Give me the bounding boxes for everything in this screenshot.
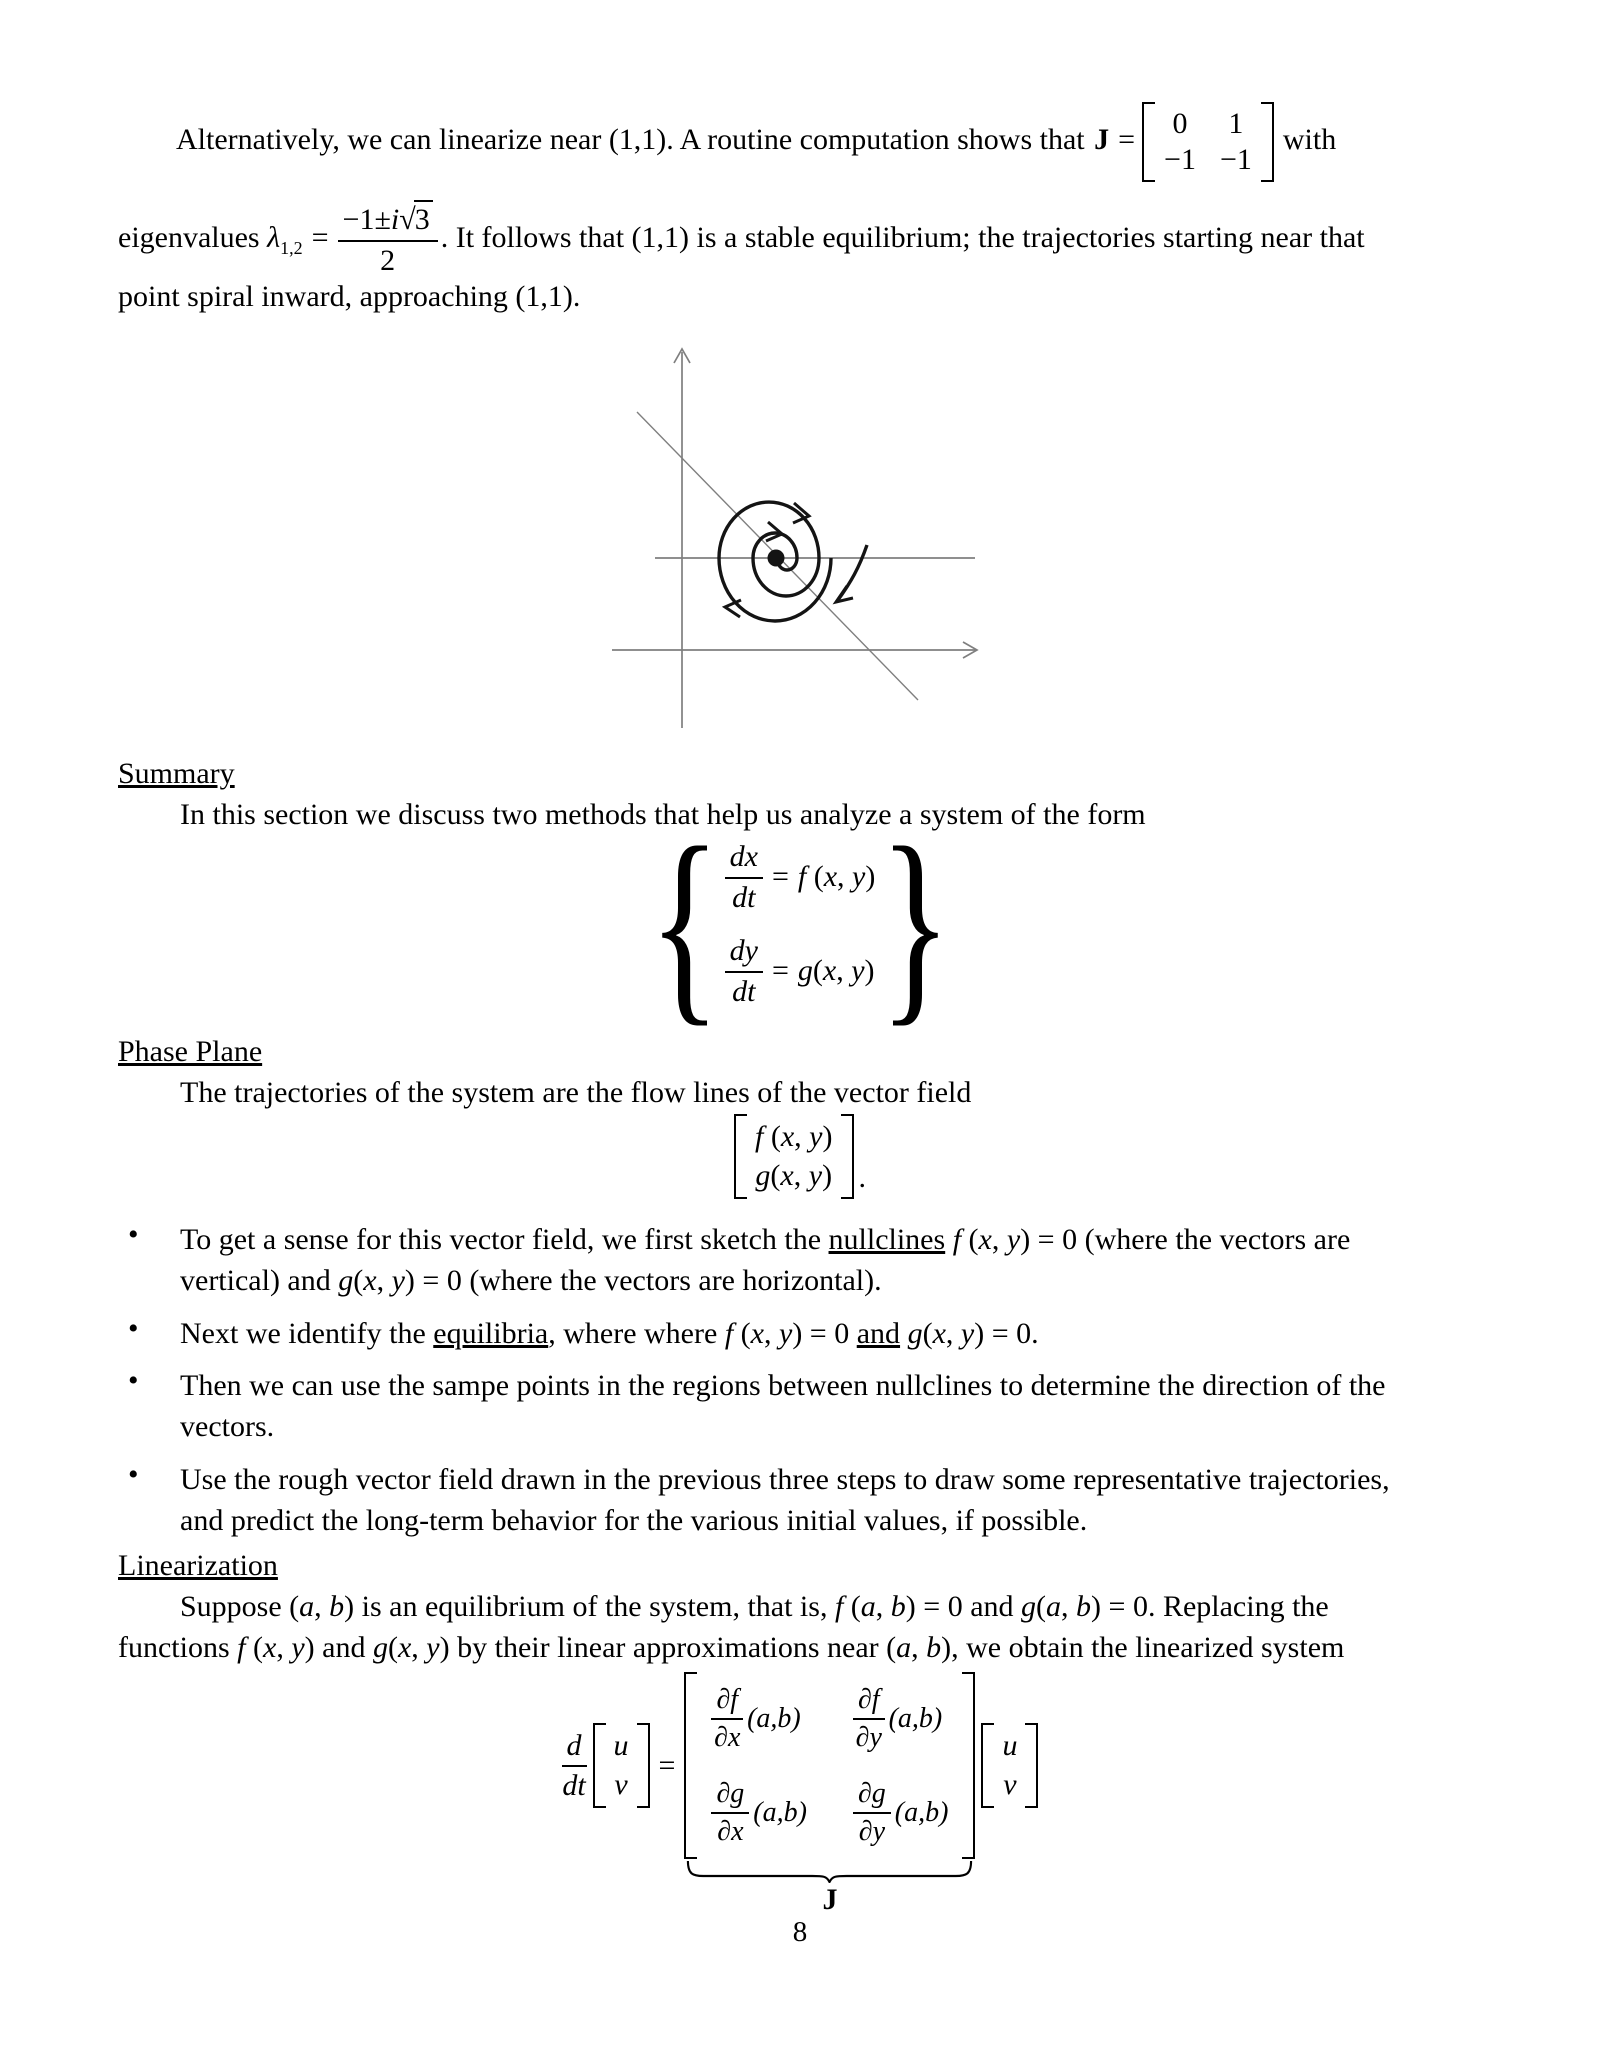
text-segment: g xyxy=(1021,1589,1037,1623)
text-segment: a xyxy=(299,1589,315,1623)
text-segment: b xyxy=(890,1589,906,1623)
text-segment: y xyxy=(426,1630,440,1664)
v-entry: v xyxy=(614,1768,628,1802)
system-row-dy xyxy=(725,934,876,1008)
partial-fraction xyxy=(853,1778,891,1848)
left-bracket xyxy=(684,1672,697,1859)
text-segment: equilibria xyxy=(433,1316,549,1350)
equals-sign: = xyxy=(311,220,329,254)
text-segment: Then we can use the sampe points in the regions between nullclines to determine the direction of the xyxy=(180,1369,1386,1403)
text-segment: ) xyxy=(864,954,875,988)
text-segment: ) = 0. xyxy=(974,1316,1039,1350)
text-segment: x xyxy=(263,1630,277,1664)
text-segment: ( xyxy=(387,1630,398,1664)
phase-portrait-diagram xyxy=(576,330,1018,748)
text-segment: , xyxy=(836,954,852,988)
dy-dt-fraction xyxy=(725,934,763,1008)
text-segment: f xyxy=(834,1589,844,1623)
text-segment: x xyxy=(780,1120,795,1153)
text-segment: functions xyxy=(118,1630,238,1664)
fraction-numerator: ∂f xyxy=(711,1684,743,1720)
uv-vector xyxy=(981,1723,1038,1808)
phase-plane-heading: Phase Plane xyxy=(118,1035,263,1068)
text-segment: and xyxy=(856,1316,901,1350)
bullet-line xyxy=(180,1220,1518,1261)
text-segment: y xyxy=(1006,1223,1021,1256)
text-segment: a xyxy=(1046,1589,1062,1623)
system-row-dx xyxy=(725,840,876,914)
matrix-entry: −1 xyxy=(1219,143,1252,176)
left-bracket xyxy=(593,1723,606,1808)
left-bracket xyxy=(1142,102,1155,182)
bullet-icon: • xyxy=(128,1457,139,1491)
fraction-denominator: 2 xyxy=(380,243,396,277)
text-segment: x xyxy=(750,1316,764,1350)
d-dt-fraction xyxy=(562,1729,587,1803)
linearization-heading: Linearization xyxy=(118,1549,278,1582)
left-bracket xyxy=(734,1114,747,1199)
partial-fraction xyxy=(711,1684,743,1754)
text-segment: , xyxy=(794,1120,810,1153)
phase-plane-intro: The trajectories of the system are the flow lines of the vector field xyxy=(180,1075,972,1109)
fraction-denominator: ∂x xyxy=(714,1722,741,1754)
text-segment: g xyxy=(907,1316,923,1350)
text-segment: ( xyxy=(812,954,823,988)
equilibrium-point xyxy=(768,550,785,567)
system-rows xyxy=(725,840,876,1008)
text-segment: ( xyxy=(1036,1589,1047,1623)
text-segment: and predict the long-term behavior for the various initial values, if possible. xyxy=(180,1503,1088,1537)
text-segment: x xyxy=(397,1630,412,1664)
text-segment: ) = 0 (where the vectors are horizontal). xyxy=(404,1263,882,1297)
text-segment: ( xyxy=(770,1159,781,1192)
text-segment: Suppose ( xyxy=(180,1589,300,1623)
vector-rows xyxy=(994,1723,1025,1808)
text-segment: y xyxy=(391,1263,405,1297)
text-segment: , xyxy=(793,1159,809,1192)
equals-sign: = xyxy=(771,954,789,988)
text-segment: y xyxy=(960,1316,975,1350)
text-segment: ) = 0 (where the vectors are xyxy=(1020,1223,1351,1256)
text-segment: f xyxy=(755,1120,764,1153)
jacobian-entry xyxy=(711,1778,807,1848)
text-segment: ) xyxy=(865,860,876,894)
fraction-numerator: d xyxy=(562,1729,587,1768)
list-item xyxy=(118,1366,1518,1448)
jacobian-value-matrix xyxy=(1142,102,1274,182)
equals-sign: = xyxy=(771,860,789,894)
fraction-numerator xyxy=(338,203,438,242)
summary-intro: In this section we discuss two methods that help us analyze a system of the form xyxy=(180,797,1146,831)
bullet-line xyxy=(180,1366,1518,1407)
text-segment: , xyxy=(837,860,853,894)
vector-row-f xyxy=(755,1120,833,1154)
column-vector xyxy=(734,1114,854,1199)
fraction-numerator: dy xyxy=(725,934,763,973)
text-segment: ( xyxy=(806,860,824,894)
text-segment: f xyxy=(797,860,807,894)
text-segment: ( xyxy=(922,1316,933,1350)
lambda-symbol: λ xyxy=(267,220,281,254)
text-segment: x xyxy=(822,954,837,988)
lambda-subscript: 1,2 xyxy=(280,237,303,258)
vector-row-g xyxy=(755,1159,832,1193)
text-segment: f xyxy=(952,1223,962,1256)
underbrace-icon xyxy=(686,1861,973,1883)
text-segment: ) = 0. Replacing the xyxy=(1091,1589,1329,1623)
jacobian-symbol: J xyxy=(1094,122,1110,156)
fraction-denominator: dt xyxy=(732,974,756,1008)
text-segment: y xyxy=(291,1630,305,1664)
text-segment: To get a sense for this vector field, we first sketch the xyxy=(180,1223,829,1256)
text-segment: b xyxy=(926,1630,942,1664)
text-segment: ( xyxy=(733,1316,751,1350)
text-segment: , xyxy=(376,1263,392,1297)
right-bracket xyxy=(637,1723,650,1808)
u-entry: u xyxy=(1002,1729,1018,1763)
text-segment: ( xyxy=(843,1589,861,1623)
fraction-numerator: ∂f xyxy=(853,1684,885,1720)
right-bracket xyxy=(962,1672,975,1859)
list-item xyxy=(118,1311,1518,1355)
eval-args: (a,b) xyxy=(747,1702,801,1734)
text-segment: ( xyxy=(353,1263,364,1297)
jacobian-entries xyxy=(697,1672,962,1859)
linearization-line2 xyxy=(118,1628,1344,1669)
text-segment: ) is an equilibrium of the system, that is, xyxy=(344,1589,835,1623)
text-segment: ) xyxy=(822,1120,833,1153)
text-segment: ) = 0 and xyxy=(905,1589,1022,1623)
bullet-line xyxy=(180,1460,1518,1501)
text-segment: ) by their linear approximations near ( xyxy=(439,1630,897,1664)
bullet-line xyxy=(180,1314,1518,1355)
right-bracket xyxy=(841,1114,854,1199)
vector-field-vector xyxy=(0,1114,1600,1199)
fraction-denominator: dt xyxy=(732,880,756,914)
list-item xyxy=(118,1457,1518,1542)
right-curly-brace: } xyxy=(879,803,952,1045)
text-segment: ) xyxy=(822,1159,833,1192)
bullet-icon: • xyxy=(128,1311,139,1345)
text-segment: vertical) and xyxy=(180,1263,339,1297)
text-segment: , xyxy=(875,1589,891,1623)
text-segment: b xyxy=(329,1589,345,1623)
dx-dt-fraction xyxy=(725,840,763,914)
partial-fraction xyxy=(853,1684,885,1754)
text-segment: a xyxy=(896,1630,912,1664)
phase-plane-section xyxy=(118,1032,971,1114)
text-segment: g xyxy=(372,1630,388,1664)
fraction-denominator: ∂y xyxy=(855,1722,882,1754)
text-segment: ) = 0 xyxy=(792,1316,857,1350)
text-segment: g xyxy=(797,954,813,988)
para2-line2: point spiral inward, approaching (1,1). xyxy=(118,280,581,314)
matrix-entry: 0 xyxy=(1172,107,1188,140)
text-segment: g xyxy=(338,1263,354,1297)
eigenvalue-fraction xyxy=(338,203,438,277)
vector-rows xyxy=(747,1114,841,1199)
text-segment xyxy=(900,1317,908,1350)
para2-rest: . It follows that (1,1) is a stable equilibrium; the trajectories starting near that xyxy=(440,220,1365,254)
page-number: 8 xyxy=(792,1916,808,1948)
text-segment: , where where xyxy=(548,1316,725,1350)
bullet-line xyxy=(180,1261,1518,1302)
fraction-denominator: ∂x xyxy=(717,1816,744,1848)
text-segment: f xyxy=(724,1316,734,1350)
text-segment: g xyxy=(755,1159,771,1192)
jacobian-entry xyxy=(853,1684,949,1754)
para1-lead: Alternatively, we can linearize near (1,1). A routine computation shows that xyxy=(176,122,1093,156)
text-segment: ( xyxy=(245,1630,263,1664)
text-segment: x xyxy=(780,1159,794,1192)
text-segment: Next we identify the xyxy=(180,1316,434,1350)
matrix-entry: 1 xyxy=(1228,107,1244,140)
text-segment: vectors. xyxy=(180,1410,275,1444)
right-bracket xyxy=(1025,1723,1038,1808)
equals-sign: = xyxy=(1118,122,1136,156)
bullet-icon: • xyxy=(128,1218,139,1251)
eval-args: (a,b) xyxy=(888,1702,943,1734)
spiral-arrow-icon xyxy=(725,600,741,617)
linearized-system-equation xyxy=(0,1672,1600,1917)
equals-sign: = xyxy=(658,1748,676,1782)
text-segment: y xyxy=(852,860,866,894)
u-entry: u xyxy=(613,1729,629,1763)
left-bracket xyxy=(981,1723,994,1808)
fraction-numerator: ∂g xyxy=(711,1778,749,1814)
para1-tail: with xyxy=(1282,122,1337,156)
text-segment: b xyxy=(1076,1589,1092,1623)
bullet-line xyxy=(180,1407,1518,1448)
para2-lead: eigenvalues xyxy=(118,220,268,254)
text-segment: x xyxy=(363,1263,377,1297)
text-segment: , xyxy=(991,1223,1007,1256)
matrix-entry: −1 xyxy=(1164,143,1196,176)
eval-args: (a,b) xyxy=(753,1796,807,1828)
text-segment: ), we obtain the linearized system xyxy=(941,1630,1345,1664)
text-segment: ( xyxy=(763,1120,781,1153)
list-item xyxy=(118,1220,1518,1302)
text-segment: , xyxy=(945,1316,961,1350)
text-segment: x xyxy=(823,860,838,894)
linearization-section xyxy=(118,1546,1344,1668)
sentence-period: . xyxy=(858,1161,866,1194)
text-segment: y xyxy=(778,1316,793,1350)
jacobian-entry xyxy=(853,1778,949,1848)
summary-heading: Summary xyxy=(118,757,235,790)
text-segment: , xyxy=(1061,1589,1077,1623)
fraction-denominator: ∂y xyxy=(858,1816,885,1848)
text-segment: , xyxy=(411,1630,427,1664)
bullet-icon: • xyxy=(128,1364,139,1398)
fraction-numerator: dx xyxy=(725,840,763,879)
jacobian-label: J xyxy=(822,1883,838,1917)
v-entry: v xyxy=(1003,1768,1017,1802)
jacobian-entry xyxy=(711,1684,807,1754)
paragraph-eigenvalues xyxy=(118,203,1365,318)
matrix-entries xyxy=(1155,102,1261,182)
text-segment: , xyxy=(911,1630,927,1664)
method-bullet-list xyxy=(118,1220,1518,1554)
rhs-g xyxy=(798,954,875,988)
text-segment: x xyxy=(932,1316,946,1350)
jacobian-matrix xyxy=(684,1672,975,1917)
fraction-denominator: dt xyxy=(562,1769,586,1803)
text-segment: y xyxy=(851,954,865,988)
fraction-numerator: ∂g xyxy=(853,1778,891,1814)
text-segment: f xyxy=(237,1630,246,1664)
partial-fraction xyxy=(711,1778,749,1848)
text-segment: y xyxy=(809,1120,823,1153)
text-segment: , xyxy=(314,1589,330,1623)
vector-rows xyxy=(606,1723,637,1808)
text-segment xyxy=(945,1223,953,1256)
right-bracket xyxy=(1261,102,1274,182)
text-segment: ) and xyxy=(304,1630,373,1664)
rhs-f xyxy=(798,860,876,894)
uv-vector xyxy=(593,1723,650,1808)
text-segment: x xyxy=(978,1223,992,1256)
text-segment: y xyxy=(808,1159,823,1192)
left-curly-brace: { xyxy=(648,803,721,1045)
text-segment: a xyxy=(860,1589,876,1623)
eval-args: (a,b) xyxy=(894,1796,949,1828)
text-segment: , xyxy=(276,1630,292,1664)
text-segment: Use the rough vector field drawn in the previous three steps to draw some representative trajectories, xyxy=(180,1462,1390,1496)
sqrt-icon: √ xyxy=(399,203,416,236)
text-segment: nullclines xyxy=(828,1223,946,1256)
text-segment: , xyxy=(763,1316,779,1350)
text-segment: ( xyxy=(961,1223,979,1256)
summary-section xyxy=(118,754,1146,836)
radicand: 3 xyxy=(414,200,433,236)
paragraph-linearize xyxy=(118,102,1336,182)
numerator-text: −1± xyxy=(342,203,391,236)
bullet-line xyxy=(180,1501,1518,1542)
incoming-arrow-icon xyxy=(836,586,853,602)
linearization-line1 xyxy=(118,1587,1344,1628)
eigenvalue-line xyxy=(118,203,1365,277)
imaginary-i: i xyxy=(390,203,400,236)
